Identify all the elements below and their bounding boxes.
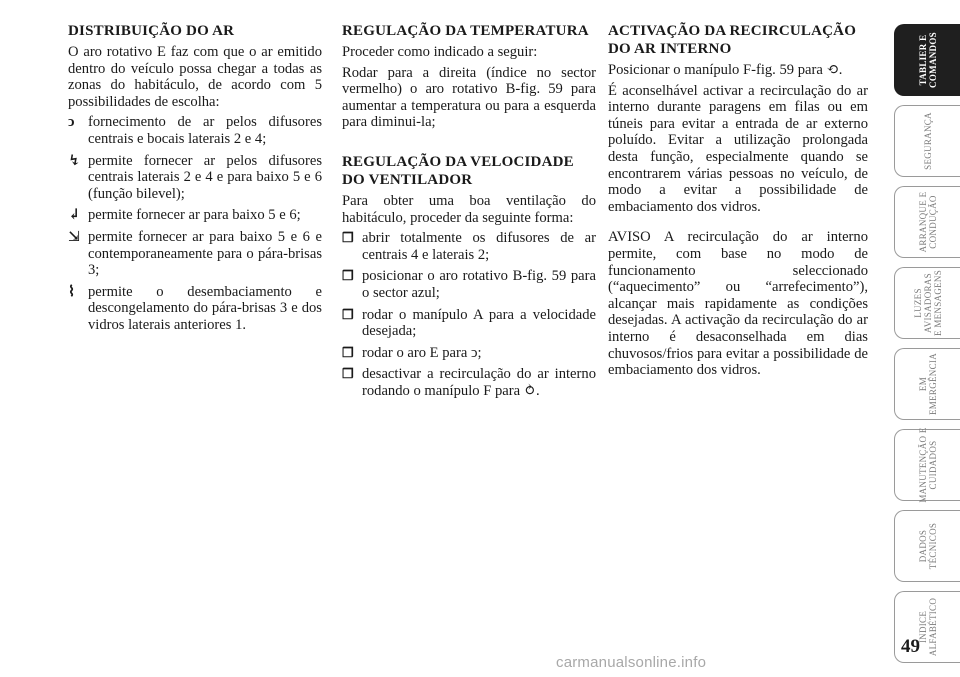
checkbox-bullet-icon: ❒ [342,268,354,284]
warning-paragraph: AVISO A recirculação do ar interno permite, com base no modo de funcionamento seleccionado (“aquecimento” ou “arrefecimento”), alcançar mais rapidamente as condições desejadas. A activação da recirculação do ar interno é desaconselhada em dias chuvosos/frios para evitar a possibilidade de embaciamento dos vidros. [608,229,868,379]
watermark: carmanualsonline.info [556,654,707,671]
list-item [342,268,596,301]
page-number: 49 [901,636,920,657]
tab-label: ÍNDICE ALFABÉTICO [917,597,938,657]
bilevel-vent-icon: ↯ [68,152,81,169]
paragraph: Para obter uma boa ventilação do habitáculo, proceder da seguinte forma: [342,192,596,226]
list-item [68,284,322,334]
paragraph: É aconselhável activar a recirculação do ar interno durante paragens em filas ou em túneis para evitar a entrada de ar externo poluído. Evitar a utilização prolongada desta função, especialmente quando se encontrarem várias pessoas no veículo, de modo a evitar a possibilidade de embaciamento dos vidros. [608,82,868,215]
list-item [342,345,596,362]
list-item-text: desactivar a recirculação do ar interno rodando o manípulo F para ⥁. [362,366,596,399]
tab-manutencao-cuidados[interactable] [894,429,960,501]
paragraph: Proceder como indicado a seguir: [342,44,538,60]
list-item-text: fornecimento de ar pelos difusores centrais e bocais laterais 2 e 4; [88,114,322,147]
tab-label: MANUTENÇÃO E CUIDADOS [917,427,938,503]
list-item [68,229,322,279]
checkbox-bullet-icon: ❒ [342,366,354,382]
list-item [68,153,322,203]
tab-tablier-comandos[interactable] [894,24,960,96]
defrost-icon: ⌇ [68,283,76,300]
floor-vent-icon: ↲ [68,207,81,224]
list-item-text: permite fornecer ar pelos difusores centrais laterais 2 e 4 e para baixo 5 e 6 (função bilevel); [88,152,322,202]
tab-arranque-conducao[interactable] [894,186,960,258]
checkbox-bullet-icon: ❒ [342,344,354,360]
tab-label: TABLIER E COMANDOS [917,32,938,88]
column-air-distribution [68,22,322,339]
list-item [342,307,596,340]
tab-dados-tecnicos[interactable] [894,510,960,582]
column-recirculation [608,22,868,383]
tab-label: LUZES AVISADORAS E MENSAGENS [912,269,943,337]
section-heading-temperature: REGULAÇÃO DA TEMPERATURA [342,23,589,39]
paragraph: Rodar para a direita (índice no sector vermelho) o aro rotativo B-fig. 59 para aumentar a temperatura ou para a esquerda para diminui-la; [342,64,596,131]
list-item [68,207,322,224]
section-heading-recirculation: ACTIVAÇÃO DA RECIRCULAÇÃO DO AR INTERNO [608,23,857,57]
paragraph: Posicionar o manípulo F-fig. 59 para ⟲. [608,62,843,78]
list-item-text: permite fornecer ar para baixo 5 e 6; [88,207,301,224]
list-item-text: posicionar o aro rotativo B-fig. 59 para o sector azul; [362,268,596,301]
list-item [68,114,322,147]
section-heading-air-distribution: DISTRIBUIÇÃO DO AR [68,23,235,39]
chapter-tabs [894,24,960,672]
tab-label: SEGURANÇA [922,112,933,170]
list-item-text: permite fornecer ar para baixo 5 e 6 e contemporaneamente para o pára-brisas 3; [88,228,322,279]
tab-label: ARRANQUE E CONDUÇÃO [917,191,938,253]
list-item-text: abrir totalmente os difusores de ar centrais 4 e laterais 2; [362,230,596,263]
intro-paragraph: O aro rotativo E faz com que o ar emitido dentro do veículo possa chegar a todas as zonas do habitáculo, de acordo com 5 possibilidades de escolha: [68,44,322,110]
tab-label: EM EMERGÊNCIA [917,353,938,415]
list-item-text: rodar o aro E para ↄ; [362,344,482,361]
tab-luzes-avisadoras[interactable] [894,267,960,339]
checkbox-bullet-icon: ❒ [342,230,354,246]
tab-label: DADOS TÉCNICOS [917,522,938,570]
checkbox-bullet-icon: ❒ [342,306,354,322]
section-heading-fan-speed: REGULAÇÃO DA VELOCIDADE DO VENTILADOR [342,153,574,188]
list-item [342,366,596,399]
floor-windscreen-icon: ⇲ [68,228,81,245]
face-vent-icon: ↄ [68,114,75,131]
list-item-text: rodar o manípulo A para a velocidade desejada; [362,306,596,340]
list-item-text: permite o desembaciamento e descongelamento do pára-brisas 3 e dos vidros laterais anteriores 1. [88,283,322,333]
tab-seguranca[interactable] [894,105,960,177]
list-item [342,230,596,263]
tab-em-emergencia[interactable] [894,348,960,420]
column-temperature-fan [342,22,596,405]
